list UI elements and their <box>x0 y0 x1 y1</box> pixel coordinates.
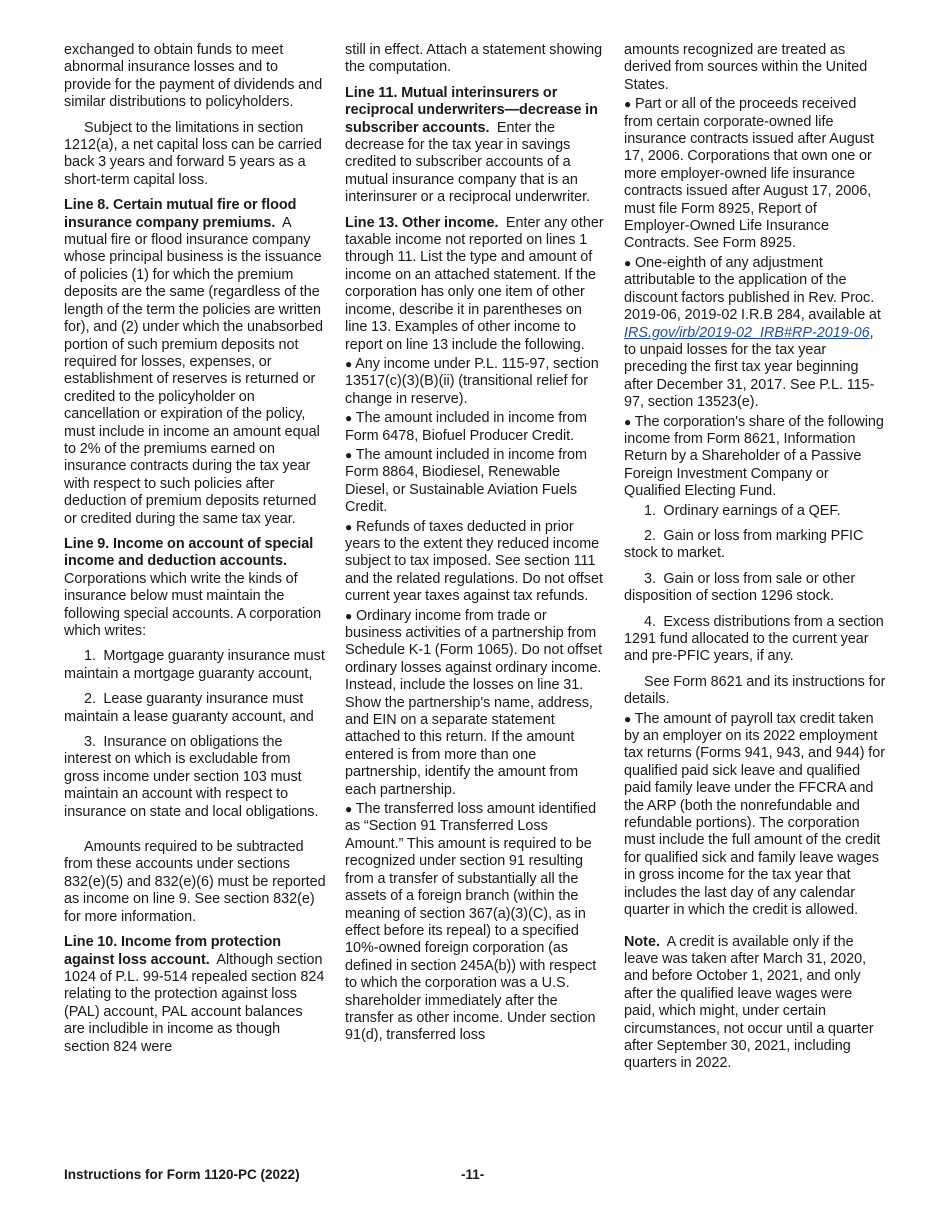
line-8-section <box>64 197 326 528</box>
footer-form-title: Instructions for Form 1120-PC (2022) <box>64 1167 300 1182</box>
irs-irb-link[interactable]: IRS.gov/irb/2019-02_IRB#RP-2019-06 <box>624 324 870 341</box>
bullet-icon: ● <box>345 519 353 534</box>
bullet-text: Ordinary income from trade or business activities of a partnership from Schedule K-1 (Form 1065). Do not offset ordinary losses against ordinary income. Instead, include the losses on line 31. Show the partnership's name, address, and EIN on a separate statement attached to this return. If the amount entered is from more than one partnership, identify the amount from each partnership. <box>345 607 603 798</box>
column-1 <box>64 42 326 1064</box>
line-10-section <box>64 934 326 1056</box>
bullet-icon: ● <box>345 608 353 623</box>
paragraph: amounts recognized are treated as derived from sources within the United States. <box>624 42 868 93</box>
bullet-text: , to unpaid losses for the tax year preceding the first tax year beginning after December 31, 2017. See P.L. 115-97, section 13523(e). <box>624 324 875 411</box>
line-11-section <box>345 85 607 207</box>
bullet-icon: ● <box>624 414 632 429</box>
list-item: 1. Ordinary earnings of a QEF. <box>644 502 841 519</box>
bullet-icon: ● <box>624 97 632 112</box>
line-9-section <box>64 536 326 640</box>
bullet-text: The amount included in income from Form 6478, Biofuel Producer Credit. <box>345 410 587 444</box>
bullet-text: Any income under P.L. 115-97, section 13517(c)(3)(B)(ii) (transitional relief for change in reserve). <box>345 355 599 407</box>
bullet-icon: ● <box>345 447 353 462</box>
bullet-item <box>345 410 607 445</box>
line-8-heading: Line 8. Certain mutual fire or flood insurance company premiums. <box>64 197 297 231</box>
bullet-text: The corporation's share of the following income from Form 8621, Information Return by a Shareholder of a Passive Foreign Investment Company or Qualified Electing Fund. <box>624 413 884 500</box>
bullet-icon: ● <box>345 411 353 426</box>
paragraph: still in effect. Attach a statement showing the computation. <box>345 42 603 76</box>
line-11-heading: Line 11. Mutual interinsurers or reciprocal underwriters—decrease in subscriber accounts. <box>345 84 598 136</box>
line-10-heading: Line 10. Income from protection against loss account. <box>64 934 282 968</box>
bullet-icon: ● <box>345 802 353 817</box>
bullet-item <box>345 356 607 408</box>
paragraph: Subject to the limitations in section 1212(a), a net capital loss can be carried back 3 years and forward 5 years as a short-term capital loss. <box>64 119 322 188</box>
bullet-icon: ● <box>345 356 353 371</box>
bullet-item <box>345 801 607 1045</box>
paragraph: See Form 8621 and its instructions for details. <box>624 673 886 708</box>
column-2 <box>345 42 607 1047</box>
paragraph: Amounts required to be subtracted from these accounts under sections 832(e)(5) and 832(e)(6) must be reported as income on line 9. See section 832(e) for more information. <box>64 839 326 925</box>
line-11-text: Enter the decrease for the tax year in savings credited to subscriber accounts of a mutual insurance company that is an interinsurer or a reciprocal underwriter. <box>345 119 591 206</box>
page-number: -11- <box>461 1167 485 1182</box>
bullet-text: The transferred loss amount identified as “Section 91 Transferred Loss Amount.” This amount is required to be recognized under section 91 resulting from a transfer of substantially all the assets of a foreign branch (within the meaning of section 367(a)(3)(C), as in effect before its repeal) to a specified 10%-owned foreign corporation (as defined in section 245A(b)) with respect to which the corporation was a U.S. shareholder immediately after the transfer as other income. Under section 91(d), transferred loss <box>345 801 597 1044</box>
bullet-item <box>624 96 886 253</box>
line-13-heading: Line 13. Other income. <box>345 214 499 231</box>
bullet-text: One-eighth of any adjustment attributable to the application of the discount factors published in Rev. Proc. 2019-06, 2019-02 I.R.B 284, available at <box>624 254 881 324</box>
bullet-item <box>345 519 607 606</box>
note-label: Note. <box>624 933 660 950</box>
bullet-text: Part or all of the proceeds received from certain corporate-owned life insurance contracts issued after August 17, 2006. Corporations that own one or more employer-owned life insurance contracts issued after August 17, 2006, must file Form 8925, Report of Employer-Owned Life Insurance Contracts. See Form 8925. <box>624 96 874 252</box>
note-section <box>624 934 886 1073</box>
list-item: 3. Gain or loss from sale or other disposition of section 1296 stock. <box>624 570 856 605</box>
list-item: 2. Gain or loss from marking PFIC stock to market. <box>624 527 864 562</box>
bullet-item <box>624 711 886 920</box>
bullet-item <box>345 447 607 517</box>
line-8-text: A mutual fire or flood insurance company whose principal business is the issuance of policies (1) for which the premium deposits are the same (regardless of the length of the term the policies are written for), and (2) under which the unabsorbed portion of such premium deposits not required for losses, expenses, or establishment of reserves is returned or credited to the policyholder on cancellation or expiration of the policy, must include in income an amount equal to 2% of the premiums earned on insurance contracts during the tax year with respect to such policies after deduction of premium deposits returned or credited during the same tax year. <box>64 214 323 527</box>
bullet-icon: ● <box>624 711 632 726</box>
bullet-item <box>624 255 886 412</box>
list-item: 3. Insurance on obligations the interest on which is excludable from gross income under section 103 must maintain an account with respect to insurance on state and local obligations. <box>64 734 319 820</box>
line-10-text: Although section 1024 of P.L. 99-514 repealed section 824 relating to the protection against loss (PAL) account, PAL account balances are includible in income as though section 824 were <box>64 951 325 1055</box>
bullet-text: Refunds of taxes deducted in prior years to the extent they reduced income subject to tax imposed. See section 111 and the related regulations. Do not offset current year taxes against tax refunds. <box>345 518 603 605</box>
list-item: 1. Mortgage guaranty insurance must maintain a mortgage guaranty account, <box>64 648 325 682</box>
bullet-text: The amount included in income from Form 8864, Biodiesel, Renewable Diesel, or Sustainable Aviation Fuels Credit. <box>345 446 587 516</box>
line-13-text: Enter any other taxable income not reported on lines 1 through 11. List the type and amount of income on an attached statement. If the corporation has only one item of other income, describe it in parentheses on line 13. Examples of other income to report on line 13 include the following. <box>345 214 604 353</box>
bullet-icon: ● <box>624 255 632 270</box>
line-13-section <box>345 215 607 354</box>
list-item: 4. Excess distributions from a section 1291 fund allocated to the current year and pre-PFIC years, if any. <box>624 613 884 665</box>
column-3 <box>624 42 886 1081</box>
list-item: 2. Lease guaranty insurance must maintain a lease guaranty account, and <box>64 691 314 725</box>
line-9-heading: Line 9. Income on account of special income and deduction accounts. <box>64 535 314 570</box>
note-text: A credit is available only if the leave was taken after March 31, 2020, and before October 1, 2021, and only after the qualified leave wages were paid, which might, under certain circumstances, not occur until a quarter after September 30, 2021, including quarters in 2022. <box>624 933 874 1072</box>
paragraph: exchanged to obtain funds to meet abnormal insurance losses and to provide for the payment of dividends and similar distributions to policyholders. <box>64 42 323 111</box>
bullet-text: The amount of payroll tax credit taken by an employer on its 2022 employment tax returns (Forms 941, 943, and 944) for qualified paid sick leave and qualified paid family leave under the FFCRA and the ARP (both the nonrefundable and refundable portions). The corporation must include the full amount of the credit for qualified sick and family leave wages in gross income for the tax year that includes the last day of any calendar quarter in which the credit is allowed. <box>624 710 886 919</box>
bullet-item <box>624 414 886 501</box>
bullet-item <box>345 608 607 799</box>
line-9-text: Corporations which write the kinds of insurance below must maintain the following special accounts. A corporation which writes: <box>64 570 322 639</box>
